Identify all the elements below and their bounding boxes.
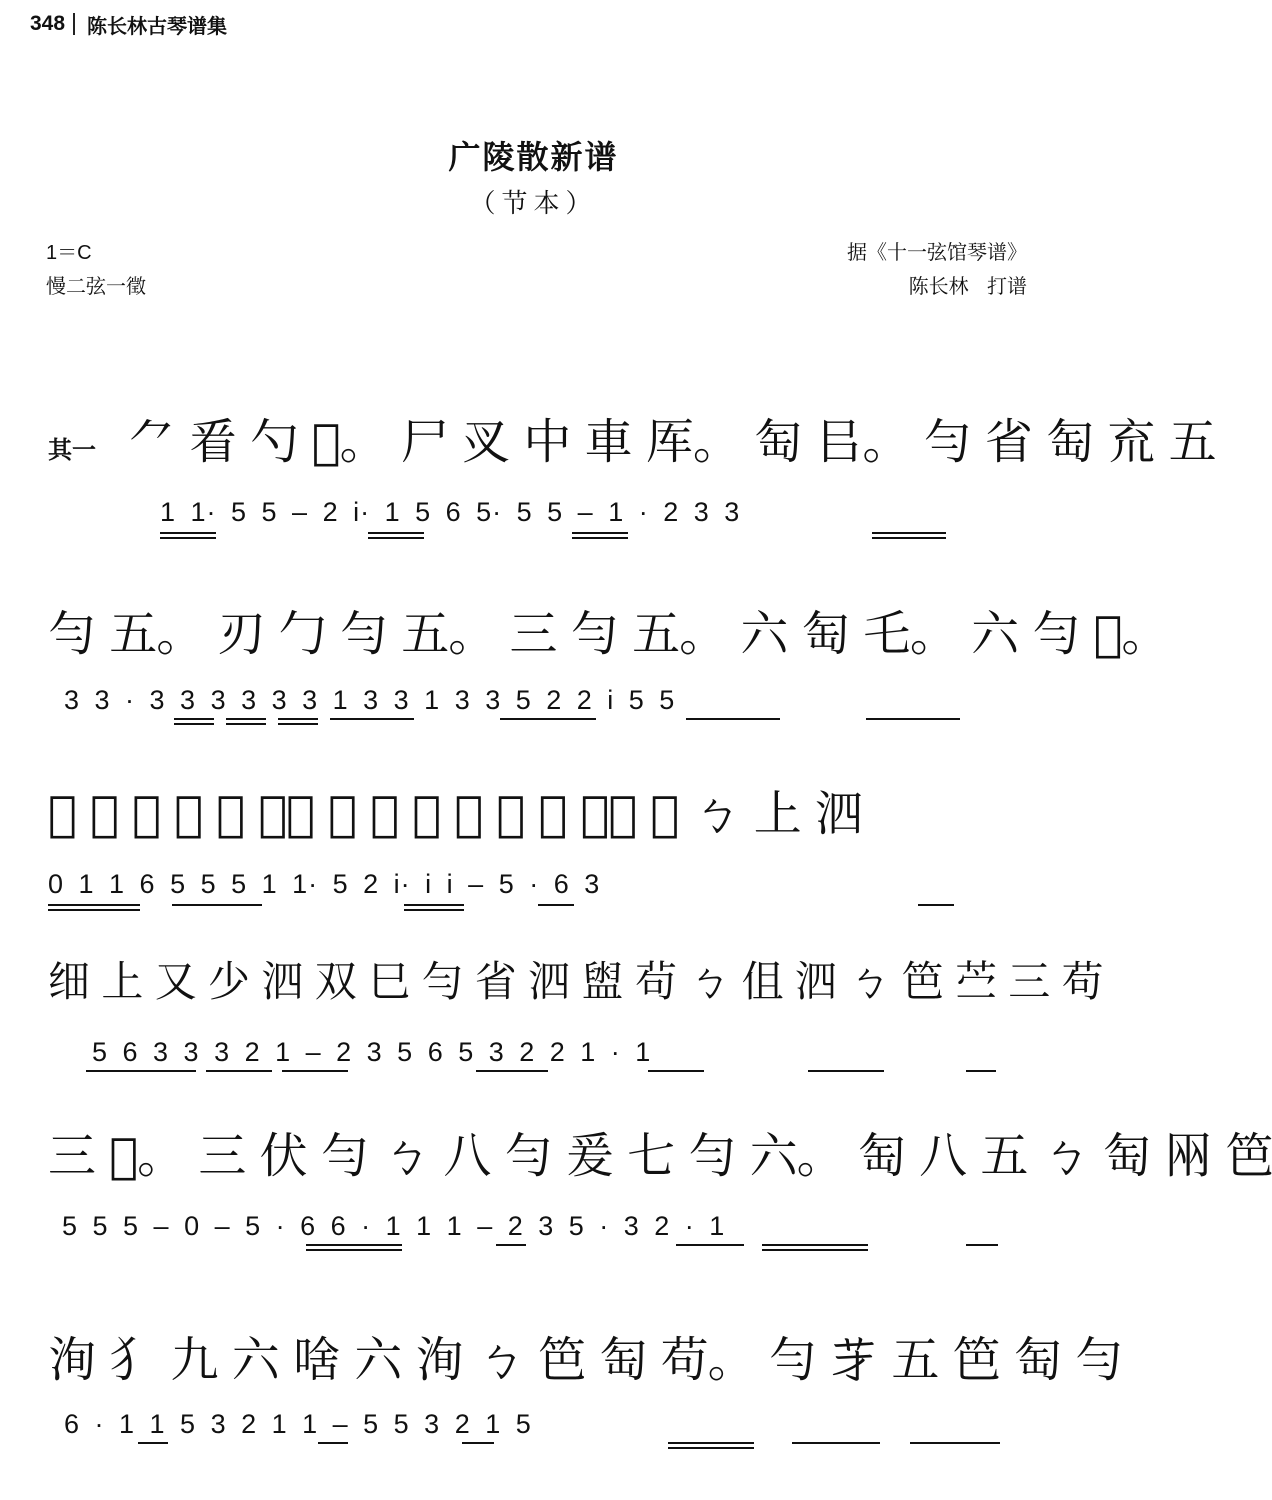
jianzipu-notation: 细 上 又 少 泗 双 巳 勻 省 泗 盥 茍 ㄅ 伹 泗 ㄅ 笆 苎 三 苟 bbox=[48, 957, 1103, 1006]
underline bbox=[226, 723, 266, 725]
underline bbox=[160, 532, 216, 534]
underline bbox=[48, 904, 140, 906]
underline bbox=[226, 718, 266, 720]
underline bbox=[138, 1442, 168, 1444]
underline bbox=[368, 532, 424, 534]
numbered-notation-row bbox=[0, 1402, 1067, 1452]
jianzipu-row bbox=[0, 780, 1067, 850]
underline bbox=[872, 532, 946, 534]
underline bbox=[174, 723, 214, 725]
underline bbox=[866, 718, 960, 720]
numbered-notation-row bbox=[0, 862, 1067, 912]
numbered-notation: 0 1 1 6 5 5 5 1 1· 5 2 i· i i – 5 · 6 3 bbox=[48, 869, 601, 899]
jianzipu-row bbox=[0, 948, 1103, 1018]
underline bbox=[538, 904, 574, 906]
underline bbox=[668, 1442, 754, 1444]
underline bbox=[278, 723, 318, 725]
underline bbox=[278, 718, 318, 720]
numbered-notation: 5 5 5 – 0 – 5 · 6 6 · 1 1 1 – 2 3 5 · 3 2 · 1 bbox=[62, 1211, 726, 1241]
piece-subtitle: （节本） bbox=[469, 189, 598, 219]
numbered-notation-row bbox=[0, 1204, 1067, 1254]
jianzipu-notation: 𠁢 勹 五 四 勻 𠁢。 㸔 車 厍 勻 𦬁 。 其二 匋 ㄅ 上 泗 bbox=[48, 786, 863, 842]
tuning-note: 慢二弦一徵 bbox=[46, 274, 146, 298]
underline bbox=[174, 718, 214, 720]
jianzipu-notation: ⺈ 㸔 勺 𠁢。 尸 㕚 中 車 厍。 匋 㠯。 勻 省 匋 㐬 五 bbox=[128, 414, 1216, 470]
underline bbox=[910, 1442, 1000, 1444]
page-number: 348 bbox=[30, 12, 66, 35]
jianzipu-notation: 洵 犭 九 六 啥 六 洵 ㄅ 笆 匋 苟。 勻 𦬁 五 笆 匋 勻 bbox=[48, 1332, 1123, 1388]
underline bbox=[206, 1070, 272, 1072]
key-signature: 1＝C bbox=[46, 242, 92, 264]
underline bbox=[872, 537, 946, 539]
underline bbox=[762, 1244, 868, 1246]
jianzipu-notation: 三 𠁢。 三 伏 勻 ㄅ 八 勻 爰 七 勻 六。 匋 八 五 ㄅ 匋 㒳 笆 bbox=[48, 1128, 1272, 1184]
underline bbox=[86, 1070, 196, 1072]
underline bbox=[808, 1070, 884, 1072]
underline bbox=[918, 904, 954, 906]
transcriber-credit: 陈长林 打谱 bbox=[908, 274, 1027, 298]
underline bbox=[306, 1244, 402, 1246]
numbered-notation: 3 3 · 3 3 3 3 3 3 1 3 3 1 3 3 5 2 2 i 5 5 bbox=[64, 685, 676, 715]
book-title: 陈长林古琴谱集 bbox=[87, 13, 228, 38]
underline bbox=[762, 1249, 868, 1251]
underline bbox=[462, 1442, 494, 1444]
underline bbox=[306, 1249, 402, 1251]
underline bbox=[282, 1070, 348, 1072]
numbered-notation: 6 · 1 1 5 3 2 1 1 – 5 5 3 2 1 5 bbox=[64, 1409, 532, 1439]
underline bbox=[966, 1070, 996, 1072]
numbered-notation: 1 1· 5 5 – 2 i· 1 5 6 5· 5 5 – 1 · 2 3 3 bbox=[160, 497, 741, 527]
underline bbox=[476, 1070, 548, 1072]
underline bbox=[172, 904, 262, 906]
underline bbox=[160, 537, 216, 539]
underline bbox=[686, 718, 780, 720]
numbered-notation-row bbox=[0, 490, 1067, 540]
header-divider bbox=[73, 13, 75, 35]
underline bbox=[496, 1244, 526, 1246]
piece-title: 广陵散新谱 bbox=[448, 138, 619, 176]
underline bbox=[404, 909, 464, 911]
jianzipu-row bbox=[0, 1122, 1272, 1192]
underline bbox=[572, 532, 628, 534]
page-header bbox=[30, 8, 227, 40]
underline bbox=[318, 1442, 348, 1444]
numbered-notation-row bbox=[0, 678, 1067, 728]
jianzipu-row bbox=[0, 1326, 1123, 1396]
numbered-notation-row bbox=[0, 1030, 1067, 1080]
underline bbox=[676, 1244, 744, 1246]
underline bbox=[572, 537, 628, 539]
jianzipu-row bbox=[0, 408, 1216, 478]
underline bbox=[966, 1244, 998, 1246]
section-label: 其一 bbox=[48, 436, 96, 464]
underline bbox=[648, 1070, 704, 1072]
underline bbox=[668, 1447, 754, 1449]
underline bbox=[500, 718, 596, 720]
source-credit: 据《十一弦馆琴谱》 bbox=[847, 240, 1027, 264]
underline bbox=[404, 904, 464, 906]
underline bbox=[792, 1442, 880, 1444]
underline bbox=[368, 537, 424, 539]
numbered-notation: 5 6 3 3 3 2 1 – 2 3 5 6 5 3 2 2 1 · 1 bbox=[92, 1037, 652, 1067]
underline bbox=[330, 718, 414, 720]
underline bbox=[48, 909, 140, 911]
jianzipu-notation: 勻 五。 刃 勹 勻 五。 三 勻 五。 六 匋 乇。 六 勻 𠁢。 bbox=[48, 606, 1169, 662]
jianzipu-row bbox=[0, 600, 1169, 670]
